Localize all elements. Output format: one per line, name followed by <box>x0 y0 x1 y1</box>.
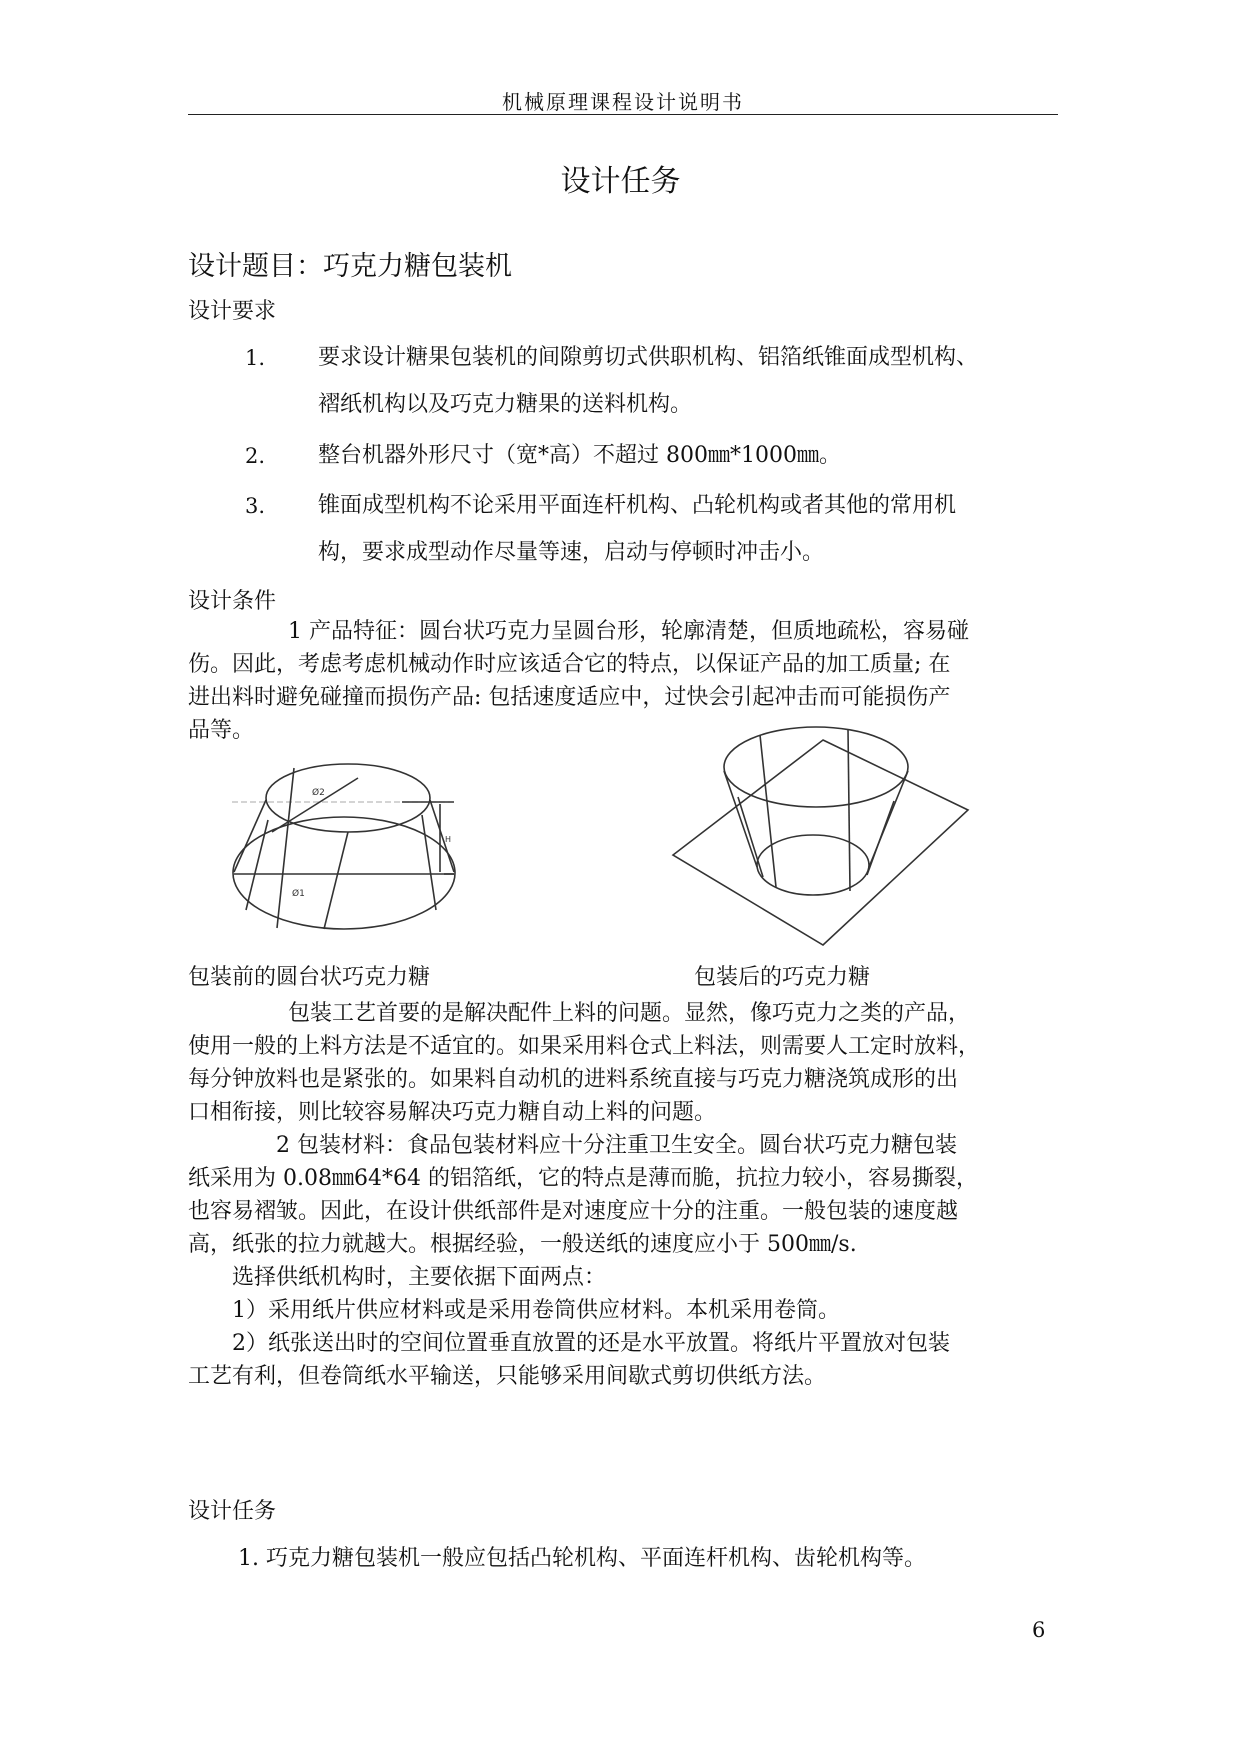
h-label: H <box>445 835 452 844</box>
frustum-figure <box>232 760 462 940</box>
requirements-heading: 设计要求 <box>188 299 277 324</box>
generatrix-3 <box>246 820 268 910</box>
req-2-text <box>318 438 1063 473</box>
d2-label: Ø2 <box>312 788 325 798</box>
caption-before: 包装前的圆台状巧克力糖 <box>188 965 431 990</box>
d1-label: Ø1 <box>292 889 305 899</box>
design-topic: 设计题目：巧克力糖包装机 <box>188 251 512 282</box>
wrap-side-left <box>724 771 757 867</box>
task-item-1: 1. 巧克力糖包装机一般应包括凸轮机构、平面连杆机构、齿轮机构等。 <box>238 1546 926 1571</box>
req-1-text <box>318 340 1063 422</box>
conditions-paragraph-3 <box>188 1129 1058 1261</box>
p3-line-4: 高，纸张的拉力就越大。根据经验，一般送纸的速度应小于 500㎜/s. <box>188 1232 857 1257</box>
page-title: 设计任务 <box>560 164 681 199</box>
req-2-number: 2. <box>245 444 266 468</box>
req-3-line-1: 锥面成型机构不论采用平面连杆机构、凸轮机构或者其他的常用机 <box>318 493 957 518</box>
caption-after: 包装后的巧克力糖 <box>694 965 871 990</box>
req-3-line-2: 构，要求成型动作尽量等速，启动与停顿时冲击小。 <box>318 540 825 565</box>
page-number: 6 <box>1032 1618 1046 1642</box>
p2-line-1: 包装工艺首要的是解决配件上料的问题。显然，像巧克力之类的产品， <box>288 1001 971 1026</box>
fold-3 <box>738 797 763 877</box>
req-2-line-1: 整台机器外形尺寸（宽*高）不超过 800㎜*1000㎜。 <box>318 443 841 468</box>
generatrix-4 <box>422 815 436 910</box>
p1-line-3: 进出料时避免碰撞而损伤产品: 包括速度适应中，过快会引起冲击而可能损伤产 <box>188 685 951 710</box>
p2-line-2: 使用一般的上料方法是不适宜的。如果采用料仓式上料法，则需要人工定时放料， <box>188 1034 981 1059</box>
p3-line-2: 纸采用为 0.08㎜64*64 的铝箔纸，它的特点是薄而脆，抗拉力较小，容易撕裂， <box>188 1166 978 1191</box>
p1-line-2: 伤。因此，考虑考虑机械动作时应该适合它的特点，以保证产品的加工质量; 在 <box>188 652 951 677</box>
p4-line-1: 选择供纸机构时，主要依据下面两点： <box>232 1265 607 1290</box>
conditions-paragraph-4 <box>188 1261 1058 1393</box>
generatrix-2 <box>324 832 348 929</box>
p4-line-4: 工艺有利，但卷筒纸水平输送，只能够采用间歇式剪切供纸方法。 <box>188 1364 827 1389</box>
req-1-line-1: 要求设计糖果包装机的间隙剪切式供职机构、铝箔纸锥面成型机构、 <box>318 345 979 370</box>
conditions-heading: 设计条件 <box>188 589 277 614</box>
tasks-heading: 设计任务 <box>188 1499 277 1524</box>
foil-sheet <box>673 740 968 945</box>
p3-line-3: 也容易褶皱。因此，在设计供纸部件是对速度应十分的注重。一般包装的速度越 <box>188 1199 959 1224</box>
wrapped-figure <box>668 705 978 955</box>
p1-line-1: 1 产品特征：圆台状巧克力呈圆台形，轮廓清楚，但质地疏松，容易碰 <box>288 619 969 644</box>
conditions-paragraph-2 <box>188 997 1058 1129</box>
p4-line-2: 1）采用纸片供应材料或是采用卷筒供应材料。本机采用卷筒。 <box>232 1298 840 1323</box>
generatrix-1 <box>277 768 294 928</box>
diameter-2-line <box>272 778 358 832</box>
p2-line-4: 口相衔接，则比较容易解决巧克力糖自动上料的问题。 <box>188 1100 717 1125</box>
bottom-ellipse <box>233 817 455 929</box>
p3-line-1: 2 包装材料：食品包装材料应十分注重卫生安全。圆台状巧克力糖包装 <box>276 1133 957 1158</box>
fold-1 <box>760 735 776 887</box>
header-rule <box>188 114 1058 115</box>
running-header: 机械原理课程设计说明书 <box>502 90 744 114</box>
req-3-number: 3. <box>245 494 266 518</box>
fold-4 <box>867 801 894 875</box>
p2-line-3: 每分钟放料也是紧张的。如果料自动机的进料系统直接与巧克力糖浇筑成形的出 <box>188 1067 959 1092</box>
req-3-text <box>318 488 1063 570</box>
req-1-number: 1. <box>245 346 266 370</box>
p1-line-4: 品等。 <box>188 718 255 743</box>
p4-line-3: 2）纸张送出时的空间位置垂直放置的还是水平放置。将纸片平置放对包装 <box>232 1331 950 1356</box>
req-1-line-2: 褶纸机构以及巧克力糖果的送料机构。 <box>318 392 693 417</box>
